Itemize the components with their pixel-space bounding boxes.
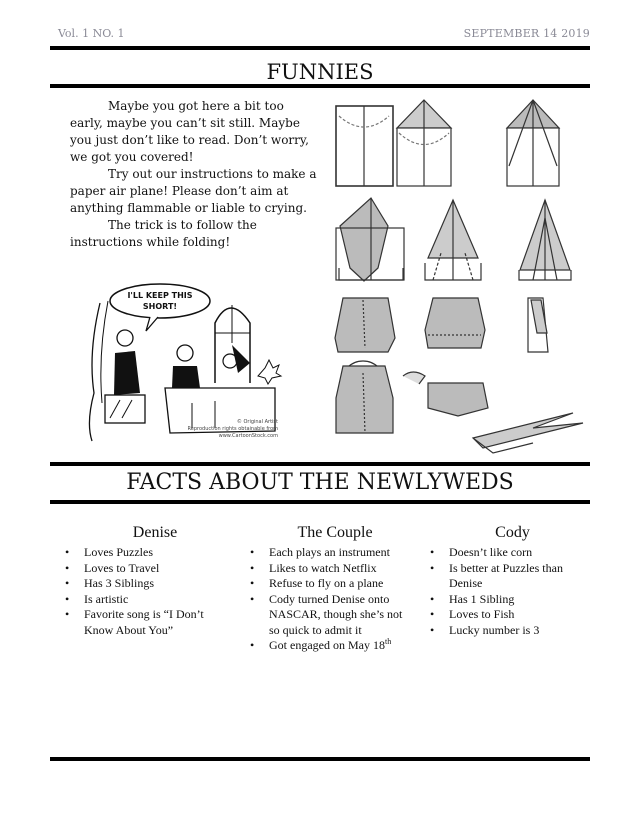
section-title-facts: FACTS ABOUT THE NEWLYWEDS	[126, 470, 514, 495]
list-item: • Cody turned Denise onto NASCAR, though she’s not so quick to admit it	[250, 591, 403, 637]
bullet-icon: •	[250, 638, 255, 652]
list-item: • Each plays an instrument	[250, 545, 390, 559]
paper-airplane-instructions	[333, 98, 591, 458]
list-item: • Got engaged on May 18th	[250, 637, 392, 652]
bullet-icon: •	[65, 576, 70, 590]
bullet-icon: •	[430, 591, 435, 606]
column-heading: Denise	[132, 524, 178, 541]
bullet-icon: •	[65, 591, 70, 606]
svg-text:www.CartoonStock.com: www.CartoonStock.com	[218, 433, 278, 439]
speech-bubble-text: I'LL KEEP THIS	[127, 291, 193, 300]
bullet-icon: •	[250, 545, 255, 559]
column-heading: The Couple	[297, 524, 373, 541]
divider-rule	[50, 84, 590, 88]
issue-date: SEPTEMBER 14 2019	[463, 27, 590, 40]
facts-column-cody	[430, 523, 595, 638]
list-item: • Loves to Fish	[430, 607, 515, 621]
bullet-icon: •	[430, 560, 435, 575]
list-item: • Lucky number is 3	[430, 622, 540, 637]
volume-number: Vol. 1 NO. 1	[58, 27, 125, 40]
bullet-icon: •	[430, 607, 435, 621]
bullet-icon: •	[430, 622, 435, 637]
section-title-funnies: FUNNIES	[266, 60, 374, 84]
footer-rule	[50, 757, 590, 761]
facts-column-couple	[250, 523, 420, 654]
list-item: • Loves Puzzles	[65, 545, 153, 559]
bullet-icon: •	[65, 545, 70, 559]
svg-text:© Original Artist: © Original Artist	[236, 419, 278, 425]
intro-paragraph: Try out our instructions to make a paper air plane! Please don’t aim at anything flammable or liable to crying.	[70, 167, 317, 215]
divider-rule	[50, 462, 590, 466]
masthead	[58, 27, 590, 43]
bullet-icon: •	[250, 591, 255, 606]
funnies-intro	[70, 98, 320, 251]
list-item: • Has 1 Sibling	[430, 591, 515, 606]
list-item: • Has 3 Siblings	[65, 576, 155, 590]
list-item: • Loves to Travel	[65, 560, 160, 575]
cartoon-image	[80, 283, 285, 443]
divider-rule	[50, 46, 590, 50]
bullet-icon: •	[430, 545, 435, 559]
list-item: • Refuse to fly on a plane	[250, 576, 384, 590]
facts-column-denise	[65, 523, 245, 638]
column-heading: Cody	[495, 524, 530, 541]
list-item: • Is artistic	[65, 591, 129, 606]
list-item: • Likes to watch Netflix	[250, 560, 377, 575]
intro-paragraph: The trick is to follow the instructions while folding!	[70, 218, 257, 249]
list-item: • Is better at Puzzles than Denise	[430, 560, 563, 590]
bullet-icon: •	[65, 607, 70, 621]
list-item: • Favorite song is “I Don’t Know About You”	[65, 607, 204, 637]
list-item: • Doesn’t like corn	[430, 545, 533, 559]
bullet-icon: •	[65, 560, 70, 575]
divider-rule	[50, 500, 590, 504]
intro-paragraph: Maybe you got here a bit too early, maybe you can’t sit still. Maybe you just don’t like to read. Don’t worry, we got you covered!	[70, 99, 309, 164]
svg-text:Reproduction rights obtainable: Reproduction rights obtainable from	[187, 426, 278, 432]
svg-text:SHORT!: SHORT!	[142, 302, 178, 311]
bullet-icon: •	[250, 560, 255, 575]
bullet-icon: •	[250, 576, 255, 590]
